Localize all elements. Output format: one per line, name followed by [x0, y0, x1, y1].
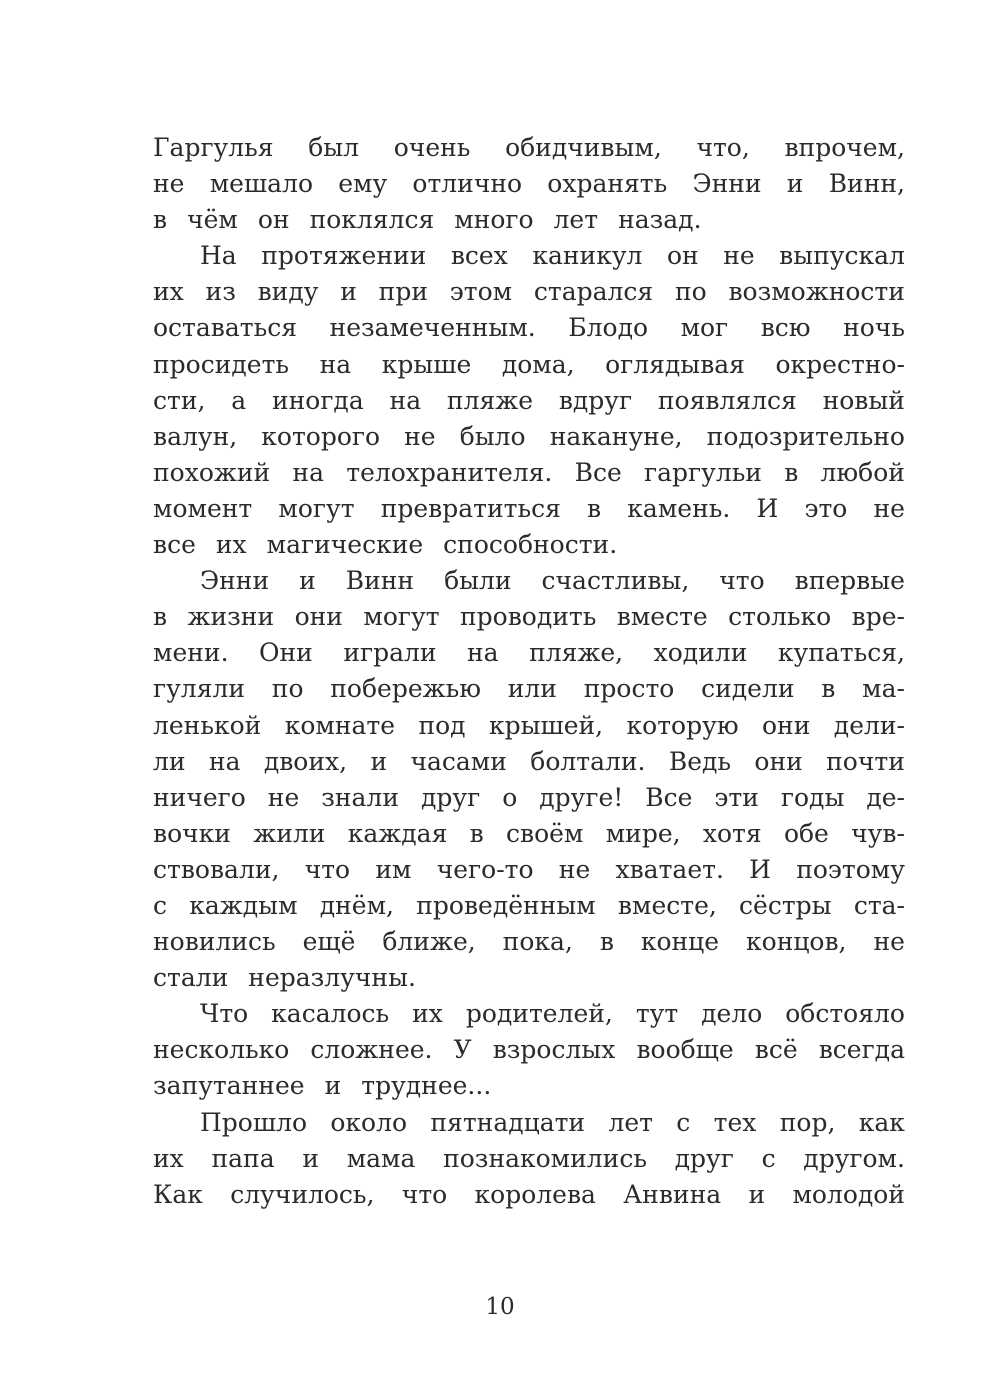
word: просто	[583, 674, 675, 704]
word: несколько	[153, 1035, 290, 1065]
word: почти	[826, 746, 905, 776]
word: Все	[645, 782, 693, 812]
word: чув-	[851, 818, 905, 848]
text-line	[153, 1068, 905, 1104]
word: с	[676, 1107, 691, 1137]
word: дели-	[833, 710, 905, 740]
word: лет	[553, 205, 599, 235]
word: выпускал	[779, 241, 905, 271]
text-line	[153, 202, 905, 238]
word: все	[153, 530, 196, 560]
word: пор,	[779, 1107, 836, 1137]
word: жили	[253, 818, 326, 848]
text-line	[153, 635, 905, 671]
text-line	[153, 491, 905, 527]
word: что	[401, 1179, 448, 1209]
word: Ведь	[668, 746, 732, 776]
text-line	[153, 455, 905, 491]
word: на	[467, 638, 499, 668]
word: оставаться	[153, 313, 297, 343]
word: сидели	[701, 674, 795, 704]
word: они	[754, 746, 803, 776]
paragraph	[153, 238, 905, 563]
word: Все	[574, 457, 622, 487]
word: ленькой	[153, 710, 262, 740]
text-line	[153, 780, 905, 816]
word: вместе	[616, 602, 708, 632]
word: дело	[701, 999, 763, 1029]
word: обе	[783, 818, 829, 848]
word: ничего	[153, 782, 246, 812]
word: они	[762, 710, 811, 740]
word: Анвина	[623, 1179, 722, 1209]
word: много	[454, 205, 534, 235]
word: момент	[153, 493, 253, 523]
text-line	[153, 310, 905, 346]
word: в	[599, 927, 614, 957]
word: Энни	[200, 566, 270, 596]
text-line	[153, 744, 905, 780]
word: случилось,	[230, 1179, 375, 1209]
word: Энни	[692, 169, 762, 199]
text-line	[153, 130, 905, 166]
text-line	[153, 1177, 905, 1213]
word: счастливы,	[541, 566, 690, 596]
word: сложнее.	[310, 1035, 433, 1065]
word: труднее...	[361, 1071, 492, 1101]
body-text	[153, 130, 905, 1213]
word: днём,	[319, 890, 394, 920]
text-line	[153, 816, 905, 852]
word: ма-	[862, 674, 905, 704]
word: впрочем,	[784, 133, 905, 162]
word: они	[294, 602, 343, 632]
word: гуляли	[153, 674, 246, 704]
word: обстояло	[785, 999, 905, 1029]
text-line	[153, 671, 905, 707]
word: их	[215, 530, 247, 560]
text-line	[153, 1032, 905, 1068]
word: телохранителя.	[346, 457, 553, 487]
word: всю	[760, 313, 811, 343]
word: королева	[474, 1179, 596, 1209]
word: около	[330, 1107, 408, 1137]
word: с	[153, 890, 168, 920]
word: ему	[338, 169, 388, 199]
word: ствовали,	[153, 854, 280, 884]
word: лет	[608, 1107, 653, 1137]
word: вре-	[851, 602, 905, 632]
word: не	[873, 927, 905, 957]
word: каждым	[189, 890, 298, 920]
word: появлялся	[657, 385, 797, 415]
text-line	[153, 383, 905, 419]
word: не	[873, 493, 905, 523]
word: знали	[321, 782, 399, 812]
word: новились	[153, 927, 276, 957]
word: ли	[153, 746, 186, 776]
word: гаргульи	[644, 457, 762, 487]
word: о	[502, 782, 518, 812]
word: Что	[200, 999, 249, 1029]
word: И	[756, 493, 779, 523]
word: и	[786, 169, 804, 199]
word: мире,	[605, 818, 681, 848]
word: просидеть	[153, 349, 290, 379]
word: хватает.	[615, 854, 724, 884]
word: вообще	[636, 1035, 734, 1065]
word: этом	[449, 277, 513, 307]
word: вместе,	[617, 890, 717, 920]
word: он	[257, 205, 290, 235]
word: их	[153, 277, 184, 307]
word: магические	[266, 530, 424, 560]
word: любой	[820, 457, 905, 487]
word: вдруг	[558, 385, 633, 415]
word: накануне,	[549, 421, 683, 451]
word: их	[412, 999, 443, 1029]
word: при	[378, 277, 428, 307]
word: не	[267, 782, 300, 812]
word: на	[319, 349, 352, 379]
text-line	[153, 274, 905, 310]
word: протяжении	[261, 241, 427, 271]
word: и	[340, 277, 357, 307]
word: что	[719, 566, 765, 596]
word: и	[324, 1071, 342, 1101]
word: мени.	[153, 638, 229, 668]
word: которого	[261, 421, 381, 451]
word: стали	[153, 963, 229, 993]
word: по	[271, 674, 304, 704]
word: комнате	[284, 710, 396, 740]
word: и	[748, 1179, 766, 1209]
word: под	[418, 710, 466, 740]
word: впервые	[794, 566, 905, 596]
word: их	[153, 1143, 184, 1173]
word: Как	[153, 1179, 203, 1209]
word: пятнадцати	[430, 1107, 586, 1137]
paragraph	[153, 1105, 905, 1213]
word: не	[558, 854, 591, 884]
paragraph	[153, 996, 905, 1104]
word: валун,	[153, 421, 238, 451]
word: дома,	[501, 349, 575, 379]
word: де-	[866, 782, 905, 812]
word: или	[507, 674, 557, 704]
word: назад.	[618, 205, 702, 235]
word: ночь	[843, 313, 905, 343]
word: способности.	[443, 530, 618, 560]
word: неразлучны.	[248, 963, 416, 993]
paragraph	[153, 130, 905, 238]
word: касалось	[271, 999, 390, 1029]
word: пляже,	[529, 638, 624, 668]
word: проведённым	[416, 890, 596, 920]
word: концов,	[746, 927, 847, 957]
word: конце	[640, 927, 720, 957]
word: двоих,	[263, 746, 348, 776]
word: не	[153, 169, 185, 199]
word: крышей,	[488, 710, 604, 740]
word: окрестно-	[775, 349, 905, 379]
word: На	[200, 241, 237, 271]
text-line	[153, 1141, 905, 1177]
word: в	[469, 818, 484, 848]
word: побережью	[330, 674, 481, 704]
word: могут	[278, 493, 355, 523]
word: Они	[259, 638, 313, 668]
word: столько	[728, 602, 832, 632]
word: которую	[626, 710, 739, 740]
word: очень	[393, 133, 471, 162]
word: каникул	[532, 241, 643, 271]
word: из	[205, 277, 236, 307]
text-line	[153, 347, 905, 383]
word: друг	[674, 1143, 734, 1173]
word: часами	[410, 746, 507, 776]
word: Винн,	[828, 169, 905, 199]
text-line	[153, 563, 905, 599]
word: Винн	[345, 566, 415, 596]
word: мама	[346, 1143, 416, 1173]
word: с	[761, 1143, 776, 1173]
text-line	[153, 888, 905, 924]
word: превратиться	[380, 493, 561, 523]
word: своём	[506, 818, 584, 848]
word: что,	[696, 133, 750, 162]
word: Блодо	[568, 313, 649, 343]
word: похожий	[153, 457, 271, 487]
text-line	[153, 599, 905, 635]
word: другом.	[803, 1143, 905, 1173]
word: И	[749, 854, 771, 884]
word: друг	[420, 782, 481, 812]
word: ста-	[853, 890, 905, 920]
word: как	[858, 1107, 905, 1137]
word: в	[821, 674, 836, 704]
word: запутаннее	[153, 1071, 305, 1101]
word: виду	[257, 277, 319, 307]
word: друге!	[539, 782, 624, 812]
word: новый	[822, 385, 905, 415]
word: играли	[343, 638, 437, 668]
word: незамеченным.	[329, 313, 536, 343]
word: каждая	[347, 818, 448, 848]
word: мешало	[209, 169, 314, 199]
text-line	[153, 996, 905, 1032]
page-number: 10	[485, 1294, 515, 1320]
word: в	[784, 457, 799, 487]
word: охранять	[547, 169, 668, 199]
word: иногда	[271, 385, 364, 415]
text-line	[153, 960, 905, 996]
word: чём	[187, 205, 238, 235]
word: было	[459, 421, 526, 451]
word: на	[292, 457, 324, 487]
word: сти,	[153, 385, 206, 415]
word: на	[389, 385, 422, 415]
word: познакомились	[443, 1143, 647, 1173]
word: поклялся	[309, 205, 435, 235]
word: папа	[211, 1143, 275, 1173]
word: по	[674, 277, 707, 307]
word: взрослых	[492, 1035, 616, 1065]
word: пляже	[446, 385, 534, 415]
word: и	[302, 1143, 319, 1173]
word: У	[453, 1035, 472, 1065]
word: он	[666, 241, 699, 271]
word: и	[299, 566, 316, 596]
word: крыше	[381, 349, 472, 379]
text-line	[153, 527, 905, 563]
word: пока,	[502, 927, 573, 957]
word: болтали.	[530, 746, 646, 776]
word: тут	[635, 999, 679, 1029]
word: а	[231, 385, 247, 415]
word: ходили	[653, 638, 748, 668]
word: вочки	[153, 818, 231, 848]
word: обидчивым,	[505, 133, 662, 162]
word: оглядывая	[605, 349, 745, 379]
paragraph	[153, 563, 905, 996]
word: родителей,	[465, 999, 613, 1029]
word: не	[404, 421, 436, 451]
word: были	[444, 566, 512, 596]
text-line	[153, 1105, 905, 1141]
word: тех	[713, 1107, 757, 1137]
word: купаться,	[777, 638, 905, 668]
word: в	[153, 205, 168, 235]
word: могут	[363, 602, 440, 632]
word: и	[370, 746, 388, 776]
word: камень.	[627, 493, 731, 523]
word: чего-то	[436, 854, 534, 884]
word: проводить	[459, 602, 597, 632]
word: это	[804, 493, 848, 523]
word: ближе,	[382, 927, 476, 957]
word: Гаргулья	[153, 133, 274, 162]
word: молодой	[792, 1179, 905, 1209]
word: сёстры	[739, 890, 832, 920]
word: мог	[680, 313, 729, 343]
text-line	[153, 166, 905, 202]
word: эти	[714, 782, 759, 812]
text-line	[153, 419, 905, 455]
word: что	[304, 854, 351, 884]
text-line	[153, 708, 905, 744]
word: поэтому	[796, 854, 905, 884]
word: был	[308, 133, 360, 162]
word: в	[587, 493, 602, 523]
word: на	[208, 746, 241, 776]
word: всегда	[818, 1035, 905, 1065]
word: отлично	[412, 169, 523, 199]
word: Прошло	[200, 1107, 308, 1137]
word: подозрительно	[706, 421, 905, 451]
word: не	[723, 241, 755, 271]
text-line	[153, 852, 905, 888]
text-line	[153, 238, 905, 274]
word: в	[153, 602, 168, 632]
word: ещё	[302, 927, 356, 957]
word: всех	[450, 241, 508, 271]
word: годы	[780, 782, 845, 812]
word: всё	[754, 1035, 798, 1065]
word: возможности	[728, 277, 905, 307]
word: старался	[533, 277, 654, 307]
word: хотя	[702, 818, 762, 848]
text-line	[153, 924, 905, 960]
word: им	[375, 854, 412, 884]
word: жизни	[187, 602, 275, 632]
